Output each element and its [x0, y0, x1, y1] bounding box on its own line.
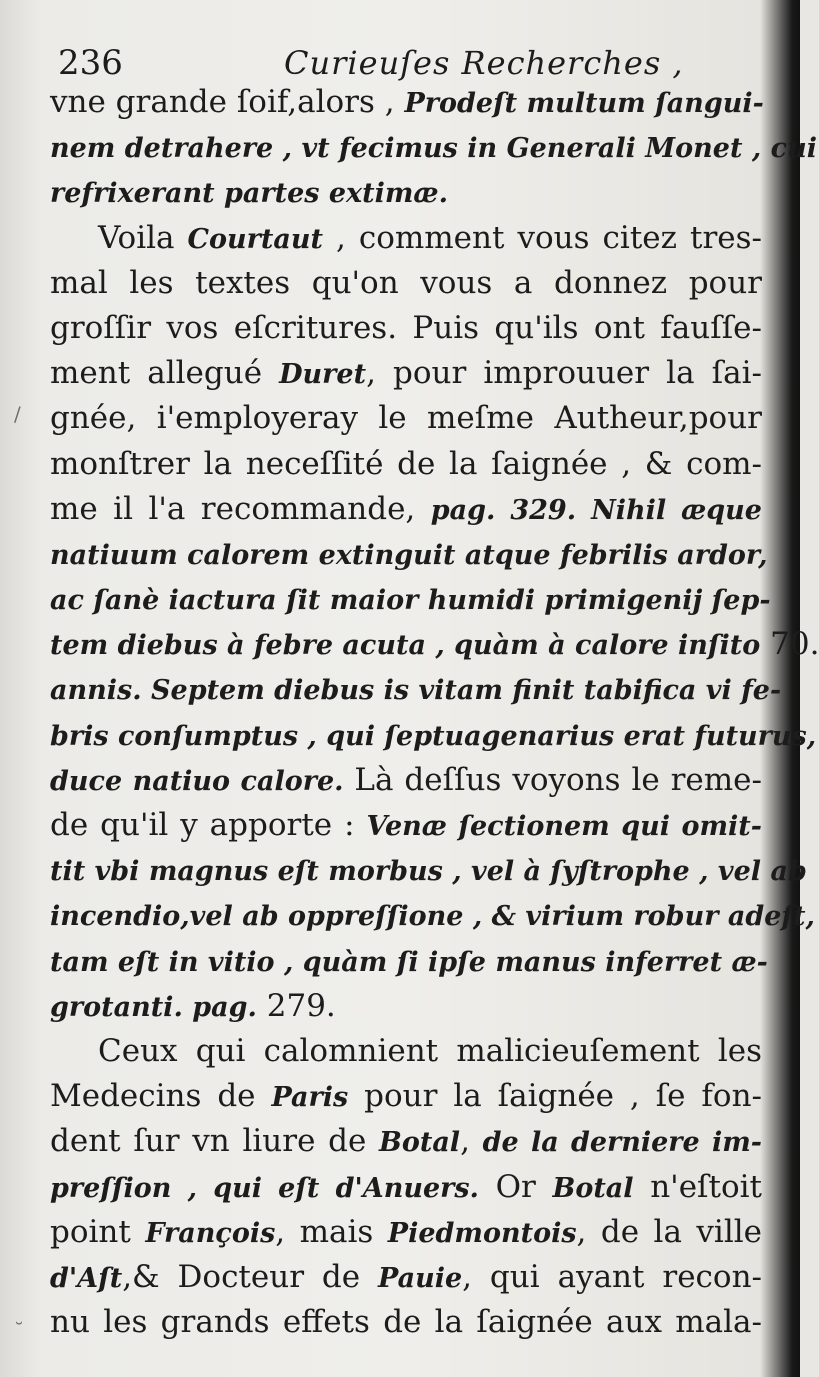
text-line [50, 125, 817, 170]
roman-text: , mais [275, 1213, 388, 1250]
text-line [50, 351, 762, 396]
roman-text: , qui ayant recon- [462, 1258, 763, 1295]
italic-text: Piedmontois [387, 1217, 577, 1249]
italic-text: tam eſt in vitio , quàm ſi ipſe manus inferret æ- [50, 946, 768, 978]
italic-text: ac ſanè iactura ſit maior humidi primigenij ſep- [50, 585, 771, 617]
roman-text: gnée, i'employeray le meſme Autheur,pour [50, 400, 762, 437]
text-line [50, 306, 762, 351]
text-line [50, 848, 807, 893]
italic-text: de la derniere im- [482, 1127, 762, 1159]
italic-text: grotanti. pag. [50, 991, 257, 1023]
text-line [50, 939, 768, 984]
roman-text: 279. [256, 987, 336, 1024]
italic-text: refrixerant partes extimæ. [50, 178, 448, 210]
text-line [50, 1165, 762, 1210]
roman-text: mal les textes qu'on vous a donnez pour [50, 264, 762, 301]
text-line [50, 216, 762, 261]
text-line [50, 622, 819, 667]
text-line [50, 984, 762, 1029]
text-line [50, 396, 762, 441]
roman-text: dent ſur vn liure de [50, 1123, 380, 1160]
margin-mark: / [14, 402, 21, 426]
text-line [50, 1210, 762, 1255]
text-line [50, 1074, 762, 1119]
italic-text: Paris [271, 1082, 349, 1114]
italic-text: duce natiuo calore. [50, 765, 344, 797]
italic-text: d'Aſt [50, 1262, 123, 1294]
text-line [50, 803, 762, 848]
italic-text: tem diebus à febre acuta , quàm à calore inſito [50, 630, 761, 662]
roman-text: Voila [98, 219, 188, 256]
italic-text: natiuum calorem extinguit atque febrilis ardor, [50, 539, 768, 571]
roman-text: point [50, 1213, 146, 1250]
italic-text: annis. Septem diebus is vitam finit tabifica vi fe- [50, 675, 782, 707]
text-line [50, 1255, 762, 1300]
text-line [50, 80, 762, 125]
italic-text: Venæ ſectionem qui omit- [366, 811, 762, 842]
roman-text: 70. [760, 626, 819, 663]
italic-text: tit vbi magnus eſt morbus , vel à ſyſtrophe , vel ab [50, 856, 807, 888]
italic-text: Duret [279, 359, 367, 391]
roman-text: de qu'il y apporte : [50, 807, 367, 843]
text-line [50, 1119, 762, 1164]
roman-text: me il l'a recommande, [50, 490, 431, 527]
roman-text: Medecins de [50, 1078, 272, 1115]
roman-text: , de la ville [576, 1213, 763, 1250]
text-line [50, 893, 815, 938]
margin-mark: ˘ [14, 1318, 24, 1342]
italic-text: nem detrahere , vt fecimus in Generali Monet , cui [50, 133, 817, 165]
italic-text: Prodeſt multum ſangui- [404, 88, 764, 119]
text-line [50, 713, 817, 758]
text-line [50, 487, 762, 532]
body-text [50, 80, 819, 1345]
roman-text: vne grande ſoif,alors , [50, 84, 405, 120]
text-line [50, 1300, 762, 1345]
roman-text: Ceux qui calomnient malicieuſement les [98, 1032, 762, 1069]
text-line [50, 532, 768, 577]
italic-text: Courtaut [187, 223, 323, 255]
text-line [50, 1029, 762, 1074]
page-number: 236 [58, 43, 123, 83]
roman-text: , [460, 1123, 483, 1160]
italic-text: pag. 329. Nihil æque [430, 494, 762, 526]
italic-text: Botal [552, 1172, 634, 1204]
roman-text: n'eſtoit [633, 1168, 763, 1205]
italic-text: François [145, 1217, 276, 1249]
italic-text: incendio,vel ab oppreſſione , & virium robur adeſt, [50, 901, 815, 933]
italic-text: preſſion , qui eſt d'Anuers. [50, 1172, 479, 1204]
roman-text: Là deſſus voyons le reme- [343, 761, 762, 798]
text-line [50, 577, 771, 622]
roman-text: pour la ſaignée , ſe fon- [348, 1078, 763, 1115]
text-line [50, 170, 762, 215]
roman-text: nu les grands effets de la ſaignée aux mala- [50, 1304, 762, 1341]
roman-text: groſſir vos eſcritures. Puis qu'ils ont fauſſe- [50, 309, 762, 346]
roman-text: Or [478, 1168, 553, 1205]
text-line [50, 442, 762, 487]
italic-text: bris conſumptus , qui ſeptuagenarius erat futurus, [50, 720, 817, 752]
running-title: Curieuſes Recherches , [284, 44, 684, 82]
text-line [50, 261, 762, 306]
roman-text: , comment vous citez tres- [322, 219, 762, 256]
text-line [50, 758, 762, 803]
italic-text: Pauie [378, 1262, 463, 1294]
text-line [50, 667, 782, 712]
roman-text: , pour improuuer la ſai- [366, 355, 762, 392]
roman-text: ,& Docteur de [122, 1258, 379, 1295]
roman-text: monſtrer la neceſſité de la ſaignée , & com- [50, 445, 762, 482]
italic-text: Botal [379, 1127, 461, 1159]
roman-text: ment allegué [50, 355, 280, 392]
